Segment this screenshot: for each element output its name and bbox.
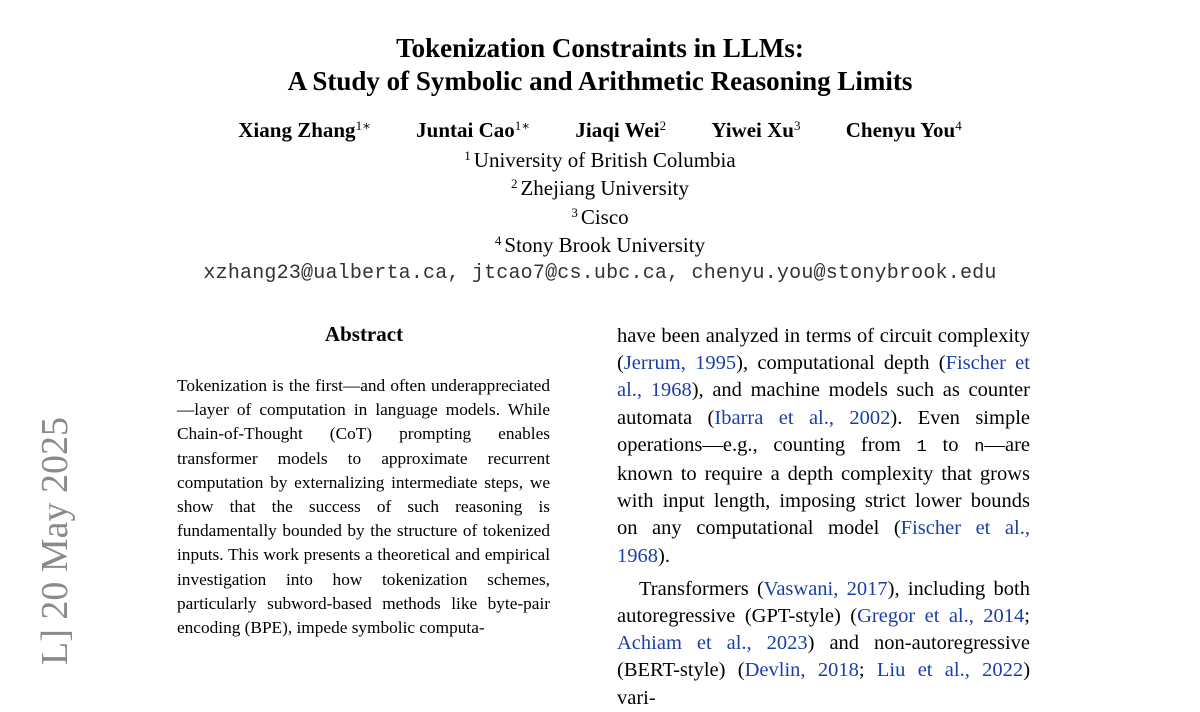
citation-link[interactable]: Liu et al., 2022	[876, 659, 1024, 682]
author: Juntai Cao$^{1∗}$	[416, 118, 531, 142]
affiliation: $^3$ Cisco	[571, 204, 629, 229]
affiliation: $^1$ University of British Columbia	[464, 148, 736, 172]
citation-link[interactable]: Vaswani, 2017	[763, 577, 888, 600]
citation-link[interactable]: Fischer et al., 1968	[617, 352, 1030, 402]
inline-code: 1	[916, 437, 927, 457]
arxiv-stamp: L] 20 May 2025	[34, 416, 76, 665]
inline-code: n	[974, 437, 985, 457]
author-emails: xzhang23@ualberta.ca, jtcao7@cs.ubc.ca, chenyu.you@stonybrook.edu	[203, 262, 997, 285]
author-list	[0, 116, 1200, 144]
citation-link[interactable]: Ibarra et al., 2002	[714, 406, 891, 429]
author: Jiaqi Wei$^2$	[575, 118, 667, 142]
affiliation-list	[0, 146, 1200, 260]
abstract-text: Tokenization is the first—and often underappreciated—layer of computation in language models. While Chain-of-Thought (CoT) prompting enables transformer models to approximate recurrent computation by externalizing intermediate steps, we show that the success of such reasoning is fundamentally bounded by the structure of tokenized inputs. This work presents a theoretical and empirical investigation into how tokenization schemes, particularly subword-based methods like byte-pair encoding (BPE), impede symbolic computa-	[177, 376, 550, 638]
affiliation: $^2$ Zhejiang University	[510, 176, 690, 201]
affiliation: $^4$ Stony Brook University	[494, 233, 706, 258]
paper-title	[0, 32, 1200, 98]
author: Yiwei Xu$^3$	[711, 118, 801, 142]
body-column-right	[617, 323, 1030, 712]
body-paragraph: Transformers (Vaswani, 2017), including both autoregressive (GPT-style) (Gregor et al., 2014; Achiam et al., 2023) and non-autoregressive (BERT-style) (Devlin, 2018; Liu et al., 2022) vari-	[617, 577, 1031, 709]
citation-link[interactable]: Devlin, 2018	[744, 659, 859, 682]
author: Chenyu You$^4$	[845, 118, 962, 142]
affiliation-mark: 2	[659, 118, 667, 133]
title-line-2: A Study of Symbolic and Arithmetic Reasoning Limits	[287, 66, 913, 96]
title-line-1: Tokenization Constraints in LLMs:	[396, 33, 804, 63]
affiliation-mark: 3	[793, 118, 801, 133]
citation-link[interactable]: Achiam et al., 2023	[617, 632, 808, 655]
body-paragraph: have been analyzed in terms of circuit complexity (Jerrum, 1995), computational depth (Fischer et al., 1968), and machine models such as counter automata (Ibarra et al., 2002). Even simple operations—e.g., counting from 1 to n—are known to require a depth complexity that grows with input length, imposing strict lower bounds on any computational model (Fischer et al., 1968).	[617, 325, 1030, 567]
citation-link[interactable]: Gregor et al., 2014	[857, 605, 1025, 628]
affiliation-mark: 4	[955, 118, 962, 133]
author: Xiang Zhang$^{1∗}$	[238, 118, 371, 142]
abstract-heading: Abstract	[324, 322, 404, 346]
citation-link[interactable]: Fischer et al., 1968	[617, 517, 1030, 567]
citation-link[interactable]: Jerrum, 1995	[623, 352, 737, 375]
affiliation-mark: 1∗	[355, 118, 371, 133]
affiliation-mark: 1∗	[514, 118, 531, 133]
